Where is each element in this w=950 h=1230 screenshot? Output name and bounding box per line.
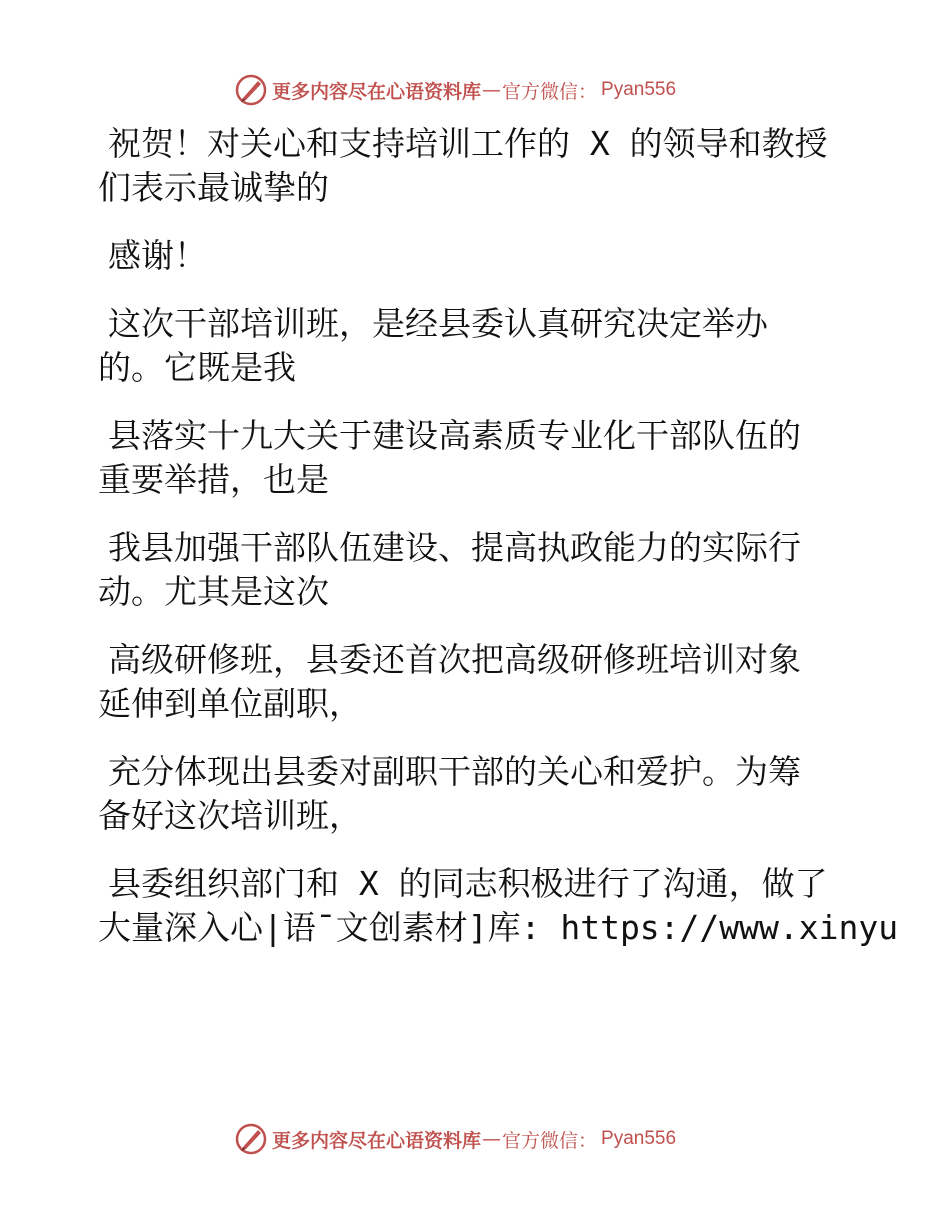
banner-wechat-id: Pyan556 — [601, 1128, 677, 1149]
paragraph — [98, 638, 858, 726]
paragraph-line: 们表示最诚挚的 — [98, 168, 329, 207]
paragraph — [98, 526, 858, 614]
paragraph-line: 备好这次培训班， — [98, 796, 362, 835]
footer-banner — [234, 1122, 714, 1156]
paragraph-line: 感谢！ — [108, 236, 207, 275]
paragraph-line: 高级研修班，县委还首次把高级研修班培训对象 — [108, 640, 801, 679]
banner-text: 更多内容尽在心语资料库 — [272, 80, 482, 103]
banner-wechat-id: Pyan556 — [601, 79, 677, 100]
pen-logo-icon — [234, 73, 268, 107]
paragraph-line: 充分体现出县委对副职干部的关心和爱护。为筹 — [108, 752, 801, 791]
paragraph — [98, 862, 899, 950]
banner-dash: — — [482, 1128, 502, 1150]
banner-text: 更多内容尽在心语资料库 — [272, 1129, 482, 1152]
paragraph-line: 我县加强干部队伍建设、提高执政能力的实际行 — [108, 528, 801, 567]
paragraph-line: 的。它既是我 — [98, 348, 296, 387]
paragraph — [98, 414, 858, 502]
pen-logo-icon — [234, 1122, 268, 1156]
paragraph-line: 县落实十九大关于建设高素质专业化干部队伍的 — [108, 416, 801, 455]
paragraph-line: 这次干部培训班，是经县委认真研究决定举办 — [108, 304, 768, 343]
paragraph — [98, 122, 858, 210]
paragraph-line: 重要举措，也是 — [98, 460, 329, 499]
paragraph-line: 县委组织部门和 X 的同志积极进行了沟通，做了 — [108, 864, 828, 903]
banner-dash: — — [482, 79, 502, 101]
document-body — [98, 122, 899, 974]
header-banner — [234, 73, 714, 107]
paragraph-line: 动。尤其是这次 — [98, 572, 329, 611]
paragraph-line: 延伸到单位副职， — [98, 684, 362, 723]
paragraph — [98, 234, 858, 278]
paragraph-line: 祝贺！对关心和支持培训工作的 X 的领导和教授 — [108, 124, 828, 163]
banner-wechat-label: 官方微信： — [502, 1129, 598, 1152]
banner-wechat-label: 官方微信： — [502, 80, 598, 103]
paragraph — [98, 302, 858, 390]
paragraph-line: 大量深入心|语¯文创素材]库: https://www.xinyu — [98, 908, 899, 947]
paragraph — [98, 750, 858, 838]
